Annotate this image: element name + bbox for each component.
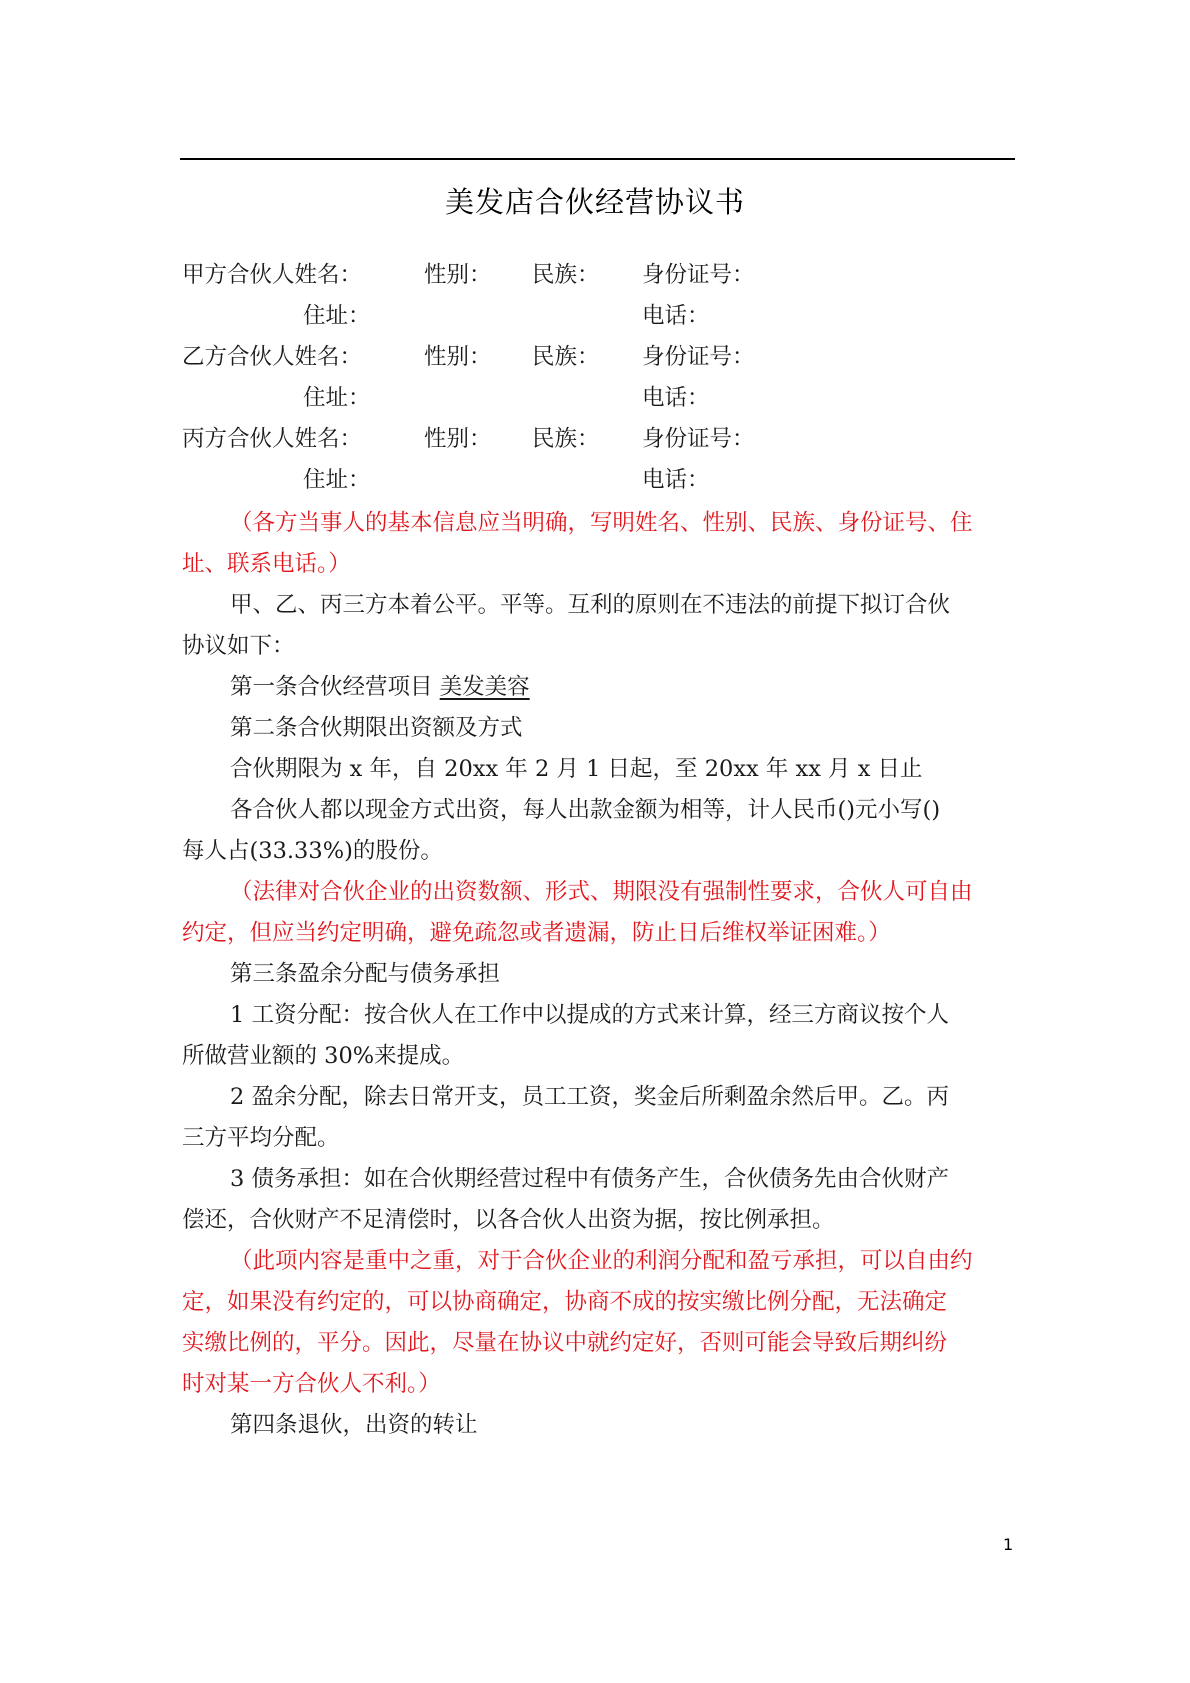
article3-note-line4: 时对某一方合伙人不利。） (182, 1371, 441, 1397)
party-c-ethnicity-label: 民族： (532, 426, 600, 452)
article3-item1-line2: 所做营业额的 30%来提成。 (182, 1043, 465, 1069)
note-basic-info-line1: （各方当事人的基本信息应当明确，写明姓名、性别、民族、身份证号、住 (230, 510, 973, 536)
party-a-ethnicity-label: 民族： (532, 262, 600, 288)
note-basic-info-line2: 址、联系电话。） (182, 551, 351, 577)
document-title: 美发店合伙经营协议书 (444, 185, 745, 219)
party-b-address-label: 住址： (303, 385, 371, 411)
party-b-ethnicity-label: 民族： (532, 344, 600, 370)
article1-line (230, 672, 530, 702)
party-b-name-label: 乙方合伙人姓名： (182, 344, 363, 370)
party-b-id-label: 身份证号： (642, 344, 755, 370)
article4-heading: 第四条退伙，出资的转让 (230, 1412, 478, 1438)
article2-capital-line2: 每人占(33.33%)的股份。 (182, 838, 443, 864)
page-number: 1 (1003, 1535, 1014, 1554)
article3-note-line1: （此项内容是重中之重，对于合伙企业的利润分配和盈亏承担，可以自由约 (230, 1248, 973, 1274)
article3-heading: 第三条盈余分配与债务承担 (230, 961, 501, 987)
party-a-address-label: 住址： (303, 303, 371, 329)
party-c-name-label: 丙方合伙人姓名： (182, 426, 363, 452)
party-a-name-label: 甲方合伙人姓名： (182, 262, 363, 288)
party-a-phone-label: 电话： (642, 303, 710, 329)
intro-line1: 甲、乙、丙三方本着公平。平等。互利的原则在不违法的前提下拟订合伙 (230, 592, 951, 618)
article1-label: 第一条合伙经营项目 (230, 674, 433, 700)
party-c-id-label: 身份证号： (642, 426, 755, 452)
header-rule (180, 158, 1015, 160)
party-c-address-label: 住址： (303, 467, 371, 493)
party-a-id-label: 身份证号： (642, 262, 755, 288)
party-c-phone-label: 电话： (642, 467, 710, 493)
article3-item2-line2: 三方平均分配。 (182, 1125, 340, 1151)
article3-note-line3: 实缴比例的，平分。因此，尽量在协议中就约定好，否则可能会导致后期纠纷 (182, 1330, 948, 1356)
article1-value: 美发美容 (439, 674, 530, 700)
article3-item1-line1: 1 工资分配：按合伙人在工作中以提成的方式来计算，经三方商议按个人 (230, 1002, 949, 1028)
article2-heading: 第二条合伙期限出资额及方式 (230, 715, 523, 741)
article2-note-line2: 约定，但应当约定明确，避免疏忽或者遗漏，防止日后维权举证困难。） (182, 920, 891, 946)
article3-item2-line1: 2 盈余分配，除去日常开支，员工工资，奖金后所剩盈余然后甲。乙。丙 (230, 1084, 949, 1110)
article3-item3-line2: 偿还，合伙财产不足清偿时，以各合伙人出资为据，按比例承担。 (182, 1207, 835, 1233)
party-b-phone-label: 电话： (642, 385, 710, 411)
party-a-gender-label: 性别： (424, 262, 492, 288)
article3-item3-line1: 3 债务承担：如在合伙期经营过程中有债务产生，合伙债务先由合伙财产 (230, 1166, 949, 1192)
article2-note-line1: （法律对合伙企业的出资数额、形式、期限没有强制性要求，合伙人可自由 (230, 879, 973, 905)
intro-line2: 协议如下： (182, 633, 295, 659)
party-c-gender-label: 性别： (424, 426, 492, 452)
party-b-gender-label: 性别： (424, 344, 492, 370)
article2-capital-line1: 各合伙人都以现金方式出资，每人出款金额为相等，计人民币()元小写() (230, 797, 941, 823)
article2-term: 合伙期限为 x 年，自 20xx 年 2 月 1 日起，至 20xx 年 xx 月 x 日止 (230, 756, 923, 782)
article3-note-line2: 定，如果没有约定的，可以协商确定，协商不成的按实缴比例分配，无法确定 (182, 1289, 948, 1315)
